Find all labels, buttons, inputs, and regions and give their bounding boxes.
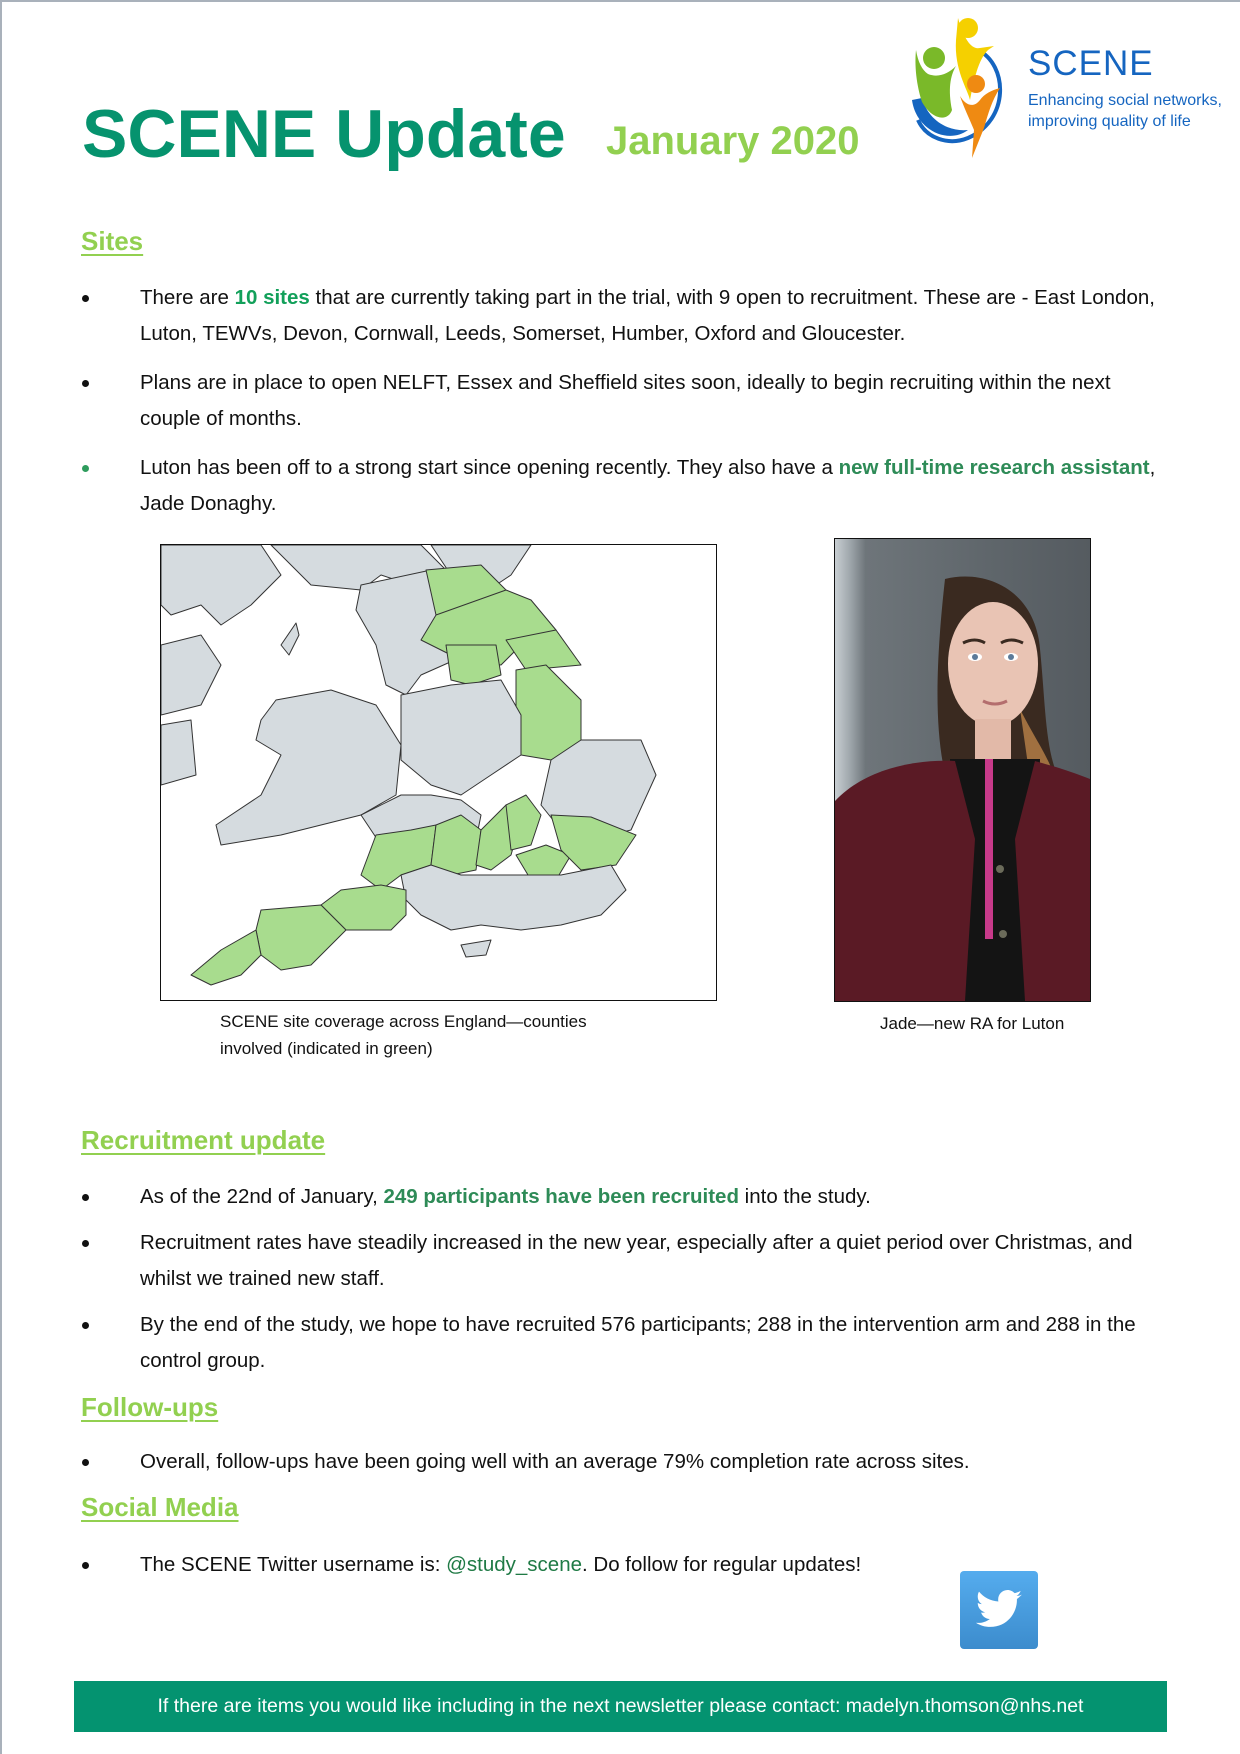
bullet-text: As of the 22nd of January, bbox=[140, 1185, 384, 1208]
bullet-dot bbox=[82, 465, 89, 472]
twitter-icon bbox=[974, 1585, 1024, 1635]
social-bullet-list bbox=[0, 1547, 1240, 1583]
jade-photo bbox=[834, 538, 1091, 1002]
bullet-dot bbox=[82, 1194, 89, 1201]
list-item bbox=[0, 1225, 1170, 1297]
twitter-button[interactable] bbox=[960, 1571, 1038, 1649]
england-coverage-map bbox=[160, 544, 717, 1001]
list-item bbox=[0, 1307, 1170, 1379]
bullet-text: , Jade Donaghy. bbox=[140, 456, 1156, 515]
map-graphic bbox=[161, 545, 716, 1000]
bullet-text: into the study. bbox=[738, 1185, 871, 1208]
page-border-left bbox=[0, 0, 2, 1754]
followups-bullet-list bbox=[0, 1444, 1240, 1480]
bullet-text: The SCENE Twitter username is: bbox=[140, 1553, 447, 1576]
scene-logo bbox=[908, 10, 1228, 160]
page-border-top bbox=[0, 0, 1240, 2]
map-region bbox=[401, 680, 521, 795]
map-region-included bbox=[446, 645, 501, 685]
map-region-included bbox=[506, 795, 541, 850]
bullet-dot bbox=[82, 1562, 89, 1569]
bullet-text: There are bbox=[140, 286, 235, 309]
list-item bbox=[0, 1444, 1170, 1480]
bullet-text: . Do follow for regular updates! bbox=[582, 1553, 862, 1576]
list-item bbox=[0, 280, 1170, 352]
highlight-text: 249 participants have been recruited bbox=[383, 1185, 739, 1208]
page-title: SCENE Update bbox=[82, 96, 566, 172]
map-region-included bbox=[516, 665, 581, 760]
issue-date: January 2020 bbox=[606, 119, 860, 163]
logo-tagline-line2: improving quality of life bbox=[1028, 113, 1191, 130]
map-region-included bbox=[191, 930, 261, 985]
bullet-dot bbox=[82, 1240, 89, 1247]
sites-bullet-list bbox=[0, 280, 1240, 522]
map-caption: SCENE site coverage across England—counties involved (indicated in green) bbox=[220, 1012, 587, 1058]
portrait-graphic bbox=[835, 539, 1090, 1001]
footer-contact-banner bbox=[74, 1681, 1167, 1732]
photo-caption: Jade—new RA for Luton bbox=[880, 1014, 1065, 1033]
twitter-handle[interactable]: @study_scene bbox=[446, 1553, 583, 1576]
heading-recruitment: Recruitment update bbox=[81, 1125, 326, 1155]
highlight-text: new full-time research assistant bbox=[838, 456, 1150, 479]
map-region bbox=[461, 940, 491, 957]
map-region bbox=[401, 865, 626, 930]
map-region bbox=[281, 623, 299, 655]
list-item bbox=[0, 1179, 1170, 1215]
bullet-text: Plans are in place to open NELFT, Essex and Sheffield sites soon, ideally to begin recruiting within the next couple of months. bbox=[140, 371, 1111, 430]
bullet-dot bbox=[82, 380, 89, 387]
map-region-included bbox=[431, 815, 481, 875]
map-region bbox=[161, 545, 281, 625]
highlight-text: 10 sites bbox=[234, 286, 310, 309]
bullet-dot bbox=[82, 295, 89, 302]
heading-social-media: Social Media bbox=[81, 1492, 239, 1522]
map-region bbox=[161, 635, 221, 715]
scene-people-logo-icon bbox=[908, 10, 1018, 160]
footer-text: If there are items you would like including in the next newsletter please contact: madelyn.thomson@nhs.net bbox=[157, 1695, 1084, 1717]
bullet-text: By the end of the study, we hope to have recruited 576 participants; 288 in the intervention arm and 288 in the control group. bbox=[140, 1313, 1136, 1372]
heading-followups: Follow-ups bbox=[81, 1392, 219, 1422]
map-region bbox=[161, 720, 196, 785]
bullet-text: that are currently taking part in the trial, with 9 open to recruitment. These are - East London, Luton, TEWVs, Devon, Cornwall, Leeds, Somerset, Humber, Oxford and Gloucester. bbox=[140, 286, 1155, 345]
logo-tagline-line1: Enhancing social networks, bbox=[1028, 92, 1222, 109]
list-item bbox=[0, 450, 1170, 522]
list-item bbox=[0, 365, 1170, 437]
recruitment-bullet-list bbox=[0, 1179, 1240, 1379]
bullet-dot bbox=[82, 1322, 89, 1329]
bullet-text: Luton has been off to a strong start since opening recently. They also have a bbox=[140, 456, 839, 479]
logo-name: SCENE bbox=[1028, 44, 1154, 83]
heading-sites: Sites bbox=[81, 226, 144, 256]
bullet-dot bbox=[82, 1459, 89, 1466]
bullet-text: Recruitment rates have steadily increased in the new year, especially after a quiet period over Christmas, and whilst we trained new staff. bbox=[140, 1231, 1133, 1290]
bullet-text: Overall, follow-ups have been going well with an average 79% completion rate across sites. bbox=[140, 1450, 970, 1473]
